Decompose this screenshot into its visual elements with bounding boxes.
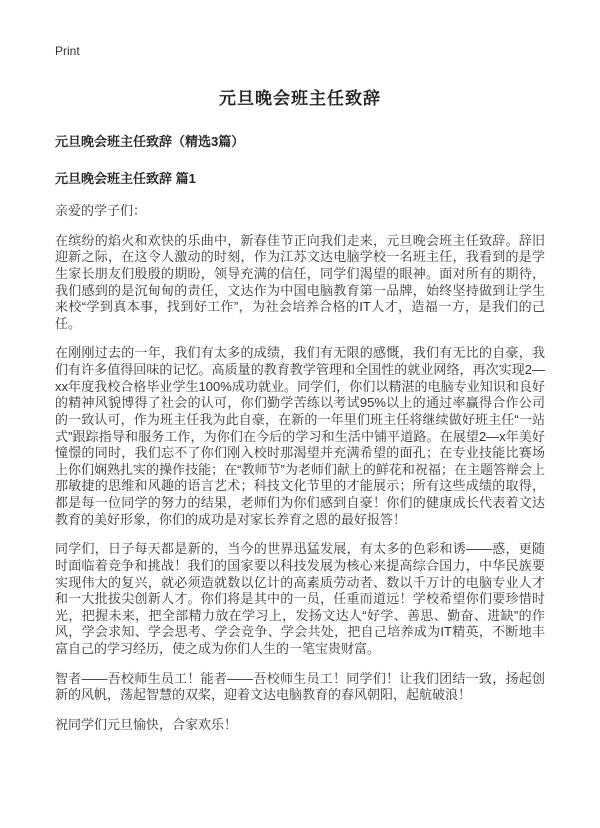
body-paragraph-4: 智者——吾校师生员工！能者——吾校师生员工！同学们！让我们团结一致，扬起创新的风帆，荡起智慧的双桨，迎着文达电脑教育的春风朝阳，起航破浪！ xyxy=(55,670,545,703)
body-paragraph-3: 同学们，日子每天都是新的，当今的世界迅猛发展，有太多的色彩和诱——惑，更随时面临着竞争和挑战！我们的国家要以科技发展为核心来提高综合国力，中华民族要实现伟大的复兴，就必须造就数以亿计的高素质劳动者、数以千万计的电脑专业人才和一大批拔尖创新人才。你们将是其中的一员，任重而道远！学校希望你们要珍惜时光，把握未来，把全部精力放在学习上，发扬文达人“好学、善思、勤奋、进缺”的作风，学会求知、学会思考、学会竞争、学会共处，把自己培养成为IT精英，不断地丰富自己的学习经历，使之成为你们人生的一笔宝贵财富。 xyxy=(55,541,545,656)
body-paragraph-2: 在刚刚过去的一年，我们有太多的成绩，我们有无限的感慨，我们有无比的自豪，我们有许多值得回味的记忆。高质量的教育教学管理和全国性的就业网络，再次实现2—xx年度我校合格毕业学生100%成功就业。同学们，你们以精湛的电脑专业知识和良好的精神风貌博得了社会的认可，你们勤学苦练以考试95%以上的通过率赢得合作公司的一致认可，作为班主任我为此自豪，在新的一年里们班主任将继续做好班主任“一站式”跟踪指导和服务工作，为你们在今后的学习和生活中铺平道路。在展望2—x年美好憧憬的同时，我们忘不了你们刚入校时那渴望并充满希望的面孔；在专业技能比赛场上你们娴熟扎实的操作技能；在“教师节”为老师们献上的鲜花和祝福；在主题答辩会上那敏捷的思维和风趣的语言艺术；科技文化节里的才能展示；所有这些成绩的取得，都是每一位同学的努力的结果，老师们为你们感到自豪！你们的健康成长代表着文达教育的美好形象，你们的成功是对家长养育之恩的最好报答！ xyxy=(55,345,545,527)
closing-paragraph: 祝同学们元旦愉快，合家欢乐！ xyxy=(55,716,238,732)
section-heading: 元旦晚会班主任致辞 篇1 xyxy=(55,171,196,186)
page-title: 元旦晚会班主任致辞 xyxy=(219,89,381,108)
doc-subtitle: 元旦晚会班主任致辞（精选3篇） xyxy=(55,134,245,149)
body-paragraph-1: 在缤纷的焰火和欢快的乐曲中，新春佳节正向我们走来，元旦晚会班主任致辞。辞旧迎新之际，在这令人激动的时刻，作为江苏文达电脑学校一名班主任，我看到的是学生家长朋友们殷殷的期盼，领导充满的信任，同学们渴望的眼神。面对所有的期待，我们感到的是沉甸甸的责任，文达作为中国电脑教育第一品牌，始终坚持做到让学生来校“学到真本事，找到好工作”，为社会培养合格的IT人才，造福一方，是我们的己任。 xyxy=(55,232,545,331)
salutation-paragraph: 亲爱的学子们： xyxy=(55,203,147,218)
print-link[interactable]: Print xyxy=(55,44,80,58)
